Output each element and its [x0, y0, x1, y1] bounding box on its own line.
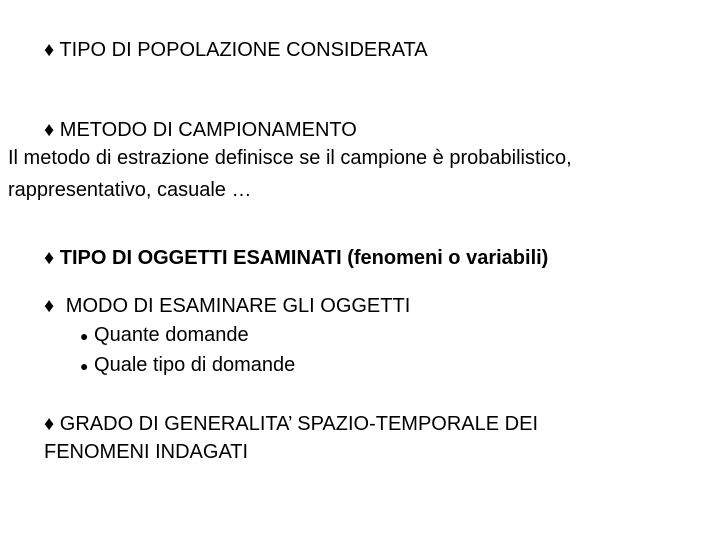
- sub-item: [80, 353, 295, 378]
- item-campionamento: [44, 118, 357, 142]
- item-modo: [44, 294, 410, 318]
- diamond-bullet-icon: ♦: [44, 413, 55, 435]
- item-heading: TIPO DI OGGETTI ESAMINATI (fenomeni o variabili): [59, 247, 549, 269]
- item-body-line: rappresentativo, casuale …: [8, 179, 252, 201]
- diamond-bullet-icon: ♦: [44, 247, 55, 269]
- item-oggetti: [44, 246, 548, 270]
- item-heading-continued: FENOMENI INDAGATI: [44, 441, 249, 463]
- sub-item-text: Quale tipo di domande: [94, 354, 296, 376]
- diamond-bullet-icon: ♦: [44, 119, 55, 141]
- item-heading: GRADO DI GENERALITA’ SPAZIO-TEMPORALE DEI: [59, 413, 539, 435]
- item-generalita: [44, 412, 538, 436]
- item-popolazione: [44, 38, 428, 62]
- item-heading: MODO DI ESAMINARE GLI OGGETTI: [65, 295, 411, 317]
- dot-bullet-icon: ●: [80, 328, 89, 344]
- item-heading: TIPO DI POPOLAZIONE CONSIDERATA: [59, 39, 428, 61]
- item-body-line: Il metodo di estrazione definisce se il campione è probabilistico,: [8, 147, 572, 169]
- item-heading: METODO DI CAMPIONAMENTO: [59, 119, 357, 141]
- sub-item-text: Quante domande: [94, 324, 249, 346]
- sub-item: [80, 323, 249, 348]
- dot-bullet-icon: ●: [80, 358, 89, 374]
- diamond-bullet-icon: ♦: [44, 39, 55, 61]
- diamond-bullet-icon: ♦: [44, 295, 55, 317]
